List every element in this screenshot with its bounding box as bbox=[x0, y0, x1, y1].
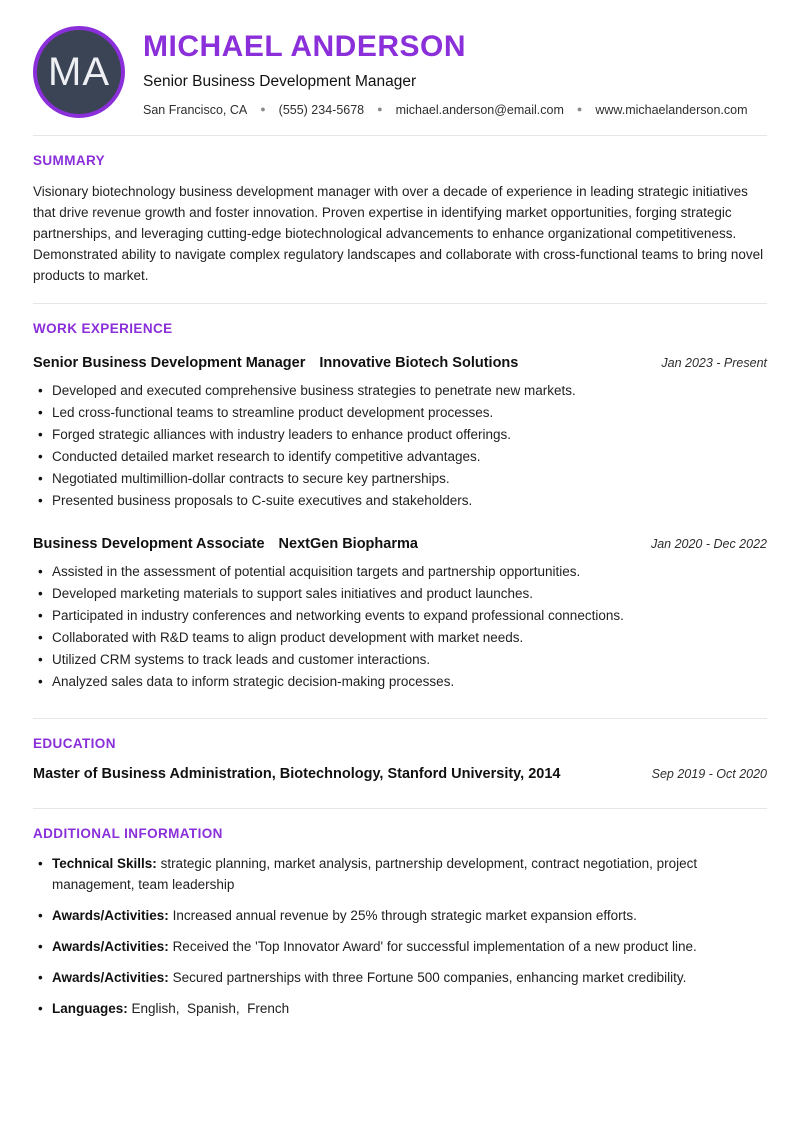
section-divider bbox=[33, 808, 767, 809]
job-dates: Jan 2020 - Dec 2022 bbox=[650, 537, 767, 551]
job-bullet: • Analyzed sales data to inform strategic decision-making processes. bbox=[33, 671, 767, 693]
contact-website: www.michaelanderson.com bbox=[595, 102, 748, 117]
contact-row bbox=[143, 103, 767, 117]
header-divider bbox=[33, 135, 767, 136]
education-entry bbox=[33, 766, 767, 782]
candidate-name: MICHAEL ANDERSON bbox=[143, 29, 467, 63]
job-bullet: • Utilized CRM systems to track leads and customer interactions. bbox=[33, 649, 767, 671]
avatar-initials: MA bbox=[48, 49, 110, 94]
additional-item bbox=[33, 967, 767, 988]
job-bullet: • Presented business proposals to C-suite executives and stakeholders. bbox=[33, 490, 767, 512]
job-company: Innovative Biotech Solutions bbox=[319, 355, 519, 371]
job-bullet: • Assisted in the assessment of potential acquisition targets and partnership opportunities. bbox=[33, 561, 767, 583]
additional-item-label: Awards/Activities: bbox=[52, 908, 169, 923]
work-experience-section bbox=[33, 321, 767, 693]
job-header bbox=[33, 536, 767, 552]
summary-section bbox=[33, 153, 767, 286]
additional-item-text: strategic planning, market analysis, partnership development, contract negotiation, project management, team leadership bbox=[52, 856, 698, 892]
additional-list bbox=[33, 853, 767, 1019]
summary-heading: SUMMARY bbox=[33, 153, 106, 168]
additional-item bbox=[33, 905, 767, 926]
contact-phone: (555) 234-5678 bbox=[278, 102, 365, 117]
job-dates: Jan 2023 - Present bbox=[661, 356, 767, 370]
additional-item bbox=[33, 936, 767, 957]
additional-information-section bbox=[33, 826, 767, 1019]
additional-item bbox=[33, 853, 767, 895]
resume-header bbox=[33, 26, 767, 118]
section-divider bbox=[33, 303, 767, 304]
additional-item-label: Technical Skills: bbox=[52, 856, 157, 871]
education-degree: Master of Business Administration, Biotechnology, Stanford University, 2014 bbox=[33, 766, 561, 782]
additional-item-text: Increased annual revenue by 25% through strategic market expansion efforts. bbox=[172, 908, 637, 923]
contact-email: michael.anderson@email.com bbox=[395, 102, 564, 117]
education-heading: EDUCATION bbox=[33, 736, 116, 751]
job-bullet: • Led cross-functional teams to streamline product development processes. bbox=[33, 402, 767, 424]
job-bullet: • Conducted detailed market research to identify competitive advantages. bbox=[33, 446, 767, 468]
job-bullet: • Negotiated multimillion-dollar contracts to secure key partnerships. bbox=[33, 468, 767, 490]
job-title-line bbox=[33, 536, 418, 552]
job-company: NextGen Biopharma bbox=[278, 536, 418, 552]
job-entry bbox=[33, 355, 767, 512]
contact-location: San Francisco, CA bbox=[143, 102, 248, 117]
job-bullet: • Collaborated with R&D teams to align product development with market needs. bbox=[33, 627, 767, 649]
job-bullet: • Participated in industry conferences and networking events to expand professional connections. bbox=[33, 605, 767, 627]
dot-separator: ● bbox=[377, 104, 383, 114]
avatar bbox=[33, 26, 125, 118]
additional-item-label: Awards/Activities: bbox=[52, 970, 169, 985]
job-header bbox=[33, 355, 767, 371]
job-bullet: • Developed marketing materials to support sales initiatives and product launches. bbox=[33, 583, 767, 605]
work-experience-heading: WORK EXPERIENCE bbox=[33, 321, 173, 336]
additional-item-text: Received the 'Top Innovator Award' for successful implementation of a new product line. bbox=[172, 939, 697, 954]
additional-item-label: Awards/Activities: bbox=[52, 939, 169, 954]
candidate-title: Senior Business Development Manager bbox=[143, 72, 417, 90]
additional-item bbox=[33, 998, 767, 1019]
job-title: Business Development Associate bbox=[33, 536, 265, 552]
job-title: Senior Business Development Manager bbox=[33, 355, 306, 371]
section-divider bbox=[33, 718, 767, 719]
additional-item-label: Languages: bbox=[52, 1001, 128, 1016]
summary-text: Visionary biotechnology business development manager with over a decade of experience in leading strategic initiatives that drive revenue growth and foster innovation. Proven expertise in identifying market opportunities, forging strategic partnerships, and leveraging cutting-edge biotechnological advancements to enhance organizational competitiveness. Demonstrated ability to navigate complex regulatory landscapes and collaborate with cross-functional teams to bring novel products to market. bbox=[33, 184, 764, 283]
job-bullet: • Developed and executed comprehensive business strategies to penetrate new markets. bbox=[33, 380, 767, 402]
header-text bbox=[143, 28, 767, 117]
additional-item-text: Secured partnerships with three Fortune 500 companies, enhancing market credibility. bbox=[172, 970, 687, 985]
education-section bbox=[33, 736, 767, 782]
education-dates: Sep 2019 - Oct 2020 bbox=[651, 767, 767, 781]
dot-separator: ● bbox=[576, 104, 583, 114]
additional-item-text: English, Spanish, French bbox=[131, 1001, 290, 1016]
job-bullet: • Forged strategic alliances with industry leaders to enhance product offerings. bbox=[33, 424, 767, 446]
additional-information-heading: ADDITIONAL INFORMATION bbox=[33, 826, 223, 841]
job-bullet-list bbox=[33, 380, 767, 512]
dot-separator: ● bbox=[260, 104, 266, 114]
job-title-line bbox=[33, 355, 518, 371]
job-bullet-list bbox=[33, 561, 767, 693]
job-entry bbox=[33, 536, 767, 693]
